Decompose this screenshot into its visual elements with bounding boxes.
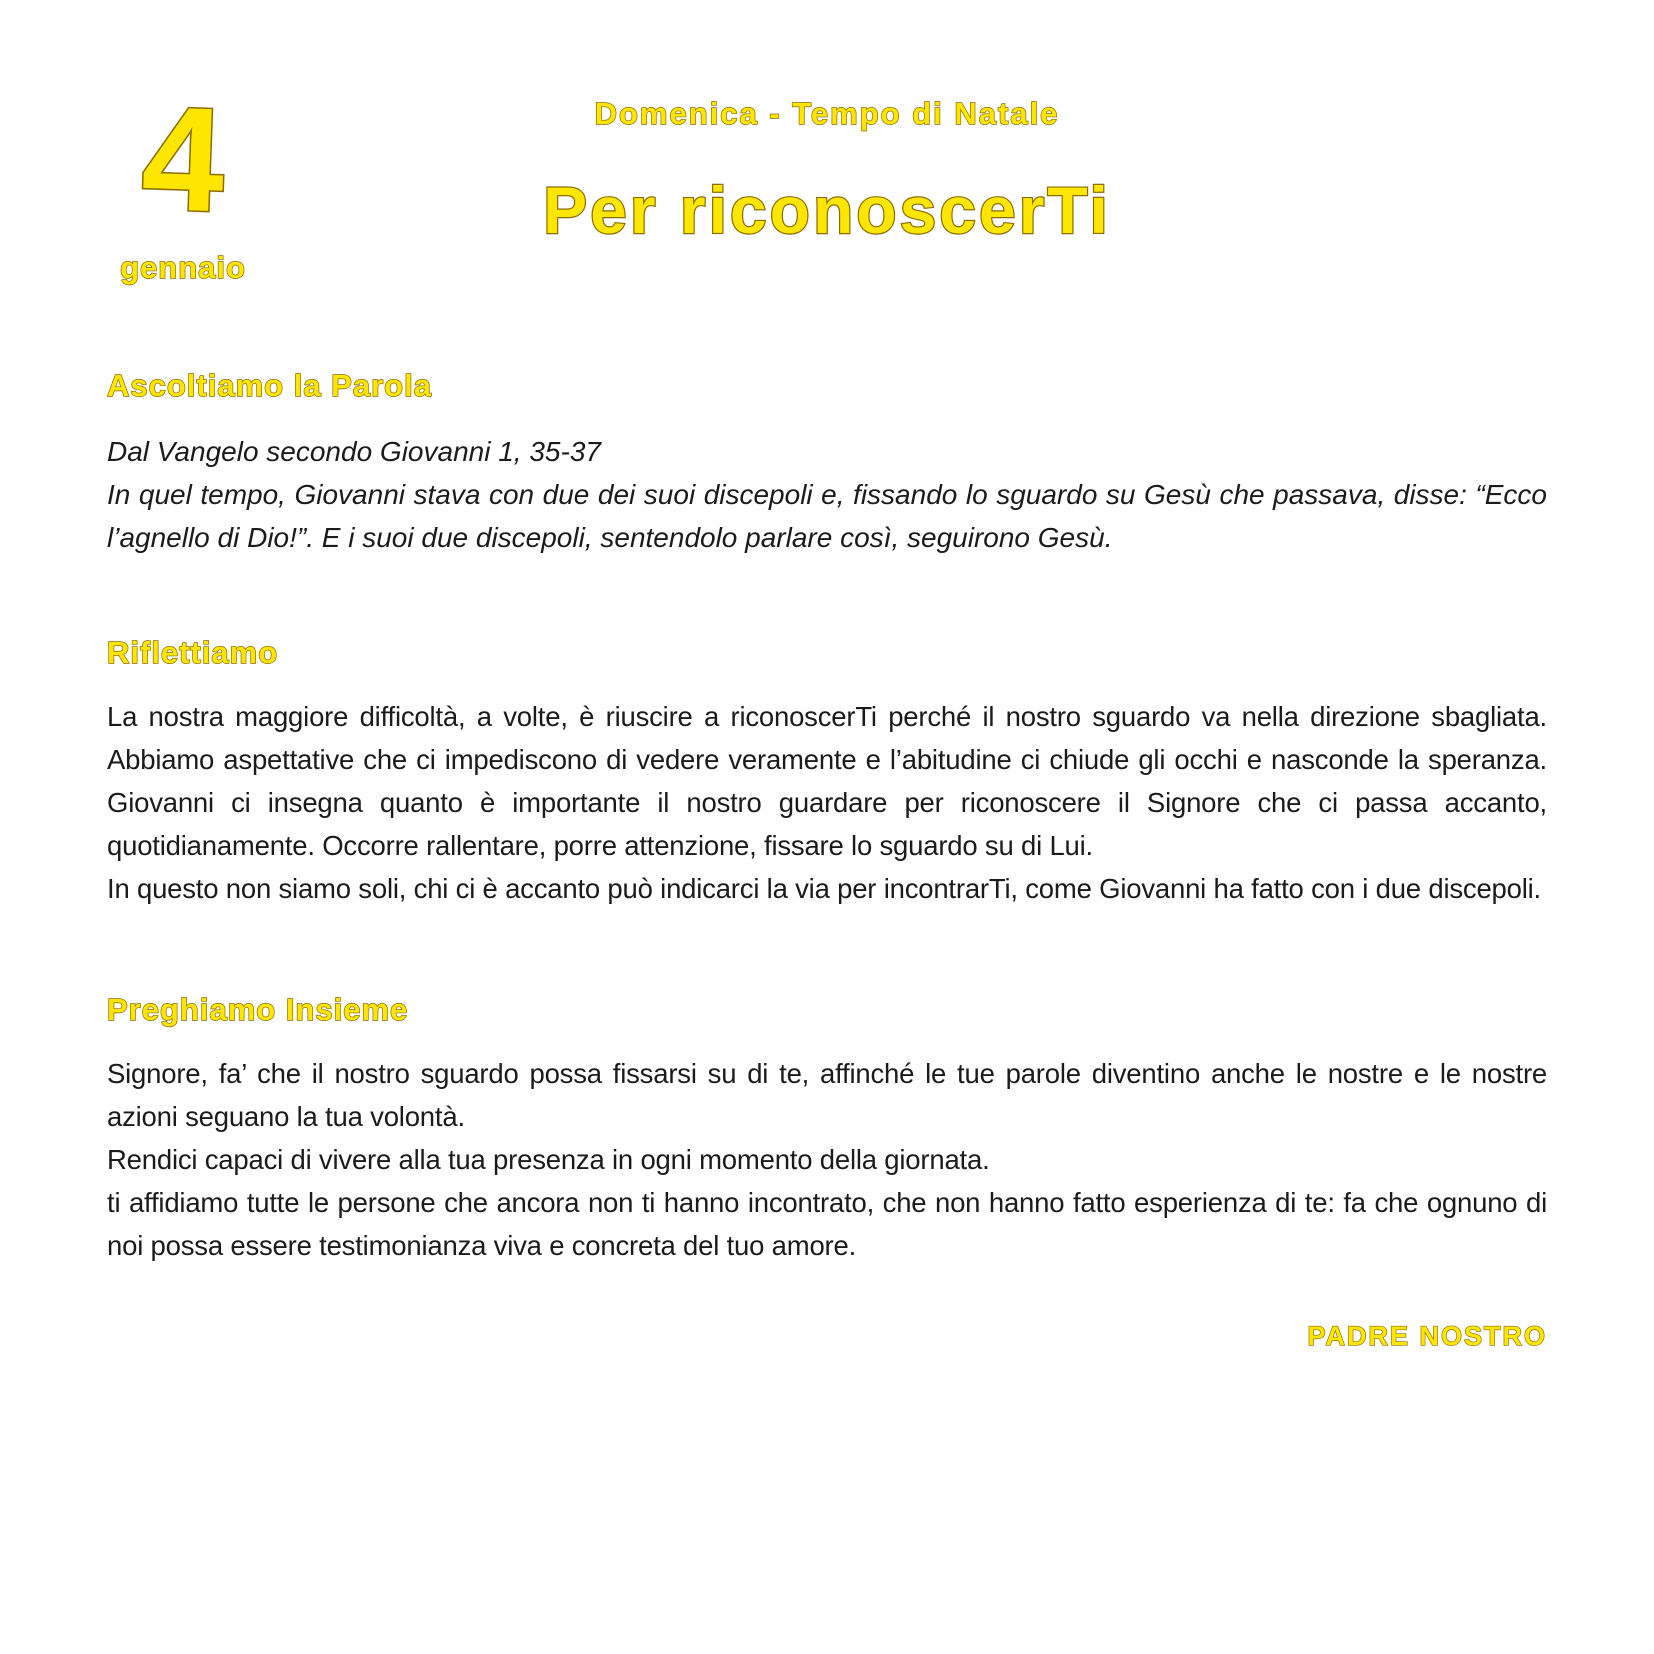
prayer-paragraph: Signore, fa’ che il nostro sguardo possa fissarsi su di te, affinché le tue parole diventino anche le nostre e le nostre azioni seguano la tua volontà. (107, 1058, 1547, 1132)
gospel-source-line: Dal Vangelo secondo Giovanni 1, 35-37 (107, 436, 601, 467)
day-number: 4 (139, 75, 228, 244)
reflection-paragraph: La nostra maggiore difficoltà, a volte, è riuscire a riconoscerTi perché il nostro sguardo va nella direzione sbagliata. Abbiamo aspettative che ci impediscono di vedere veramente e l’abitudine ci chiude gli occhi e nasconde la speranza. Giovanni ci insegna quanto è importante il nostro guardare per riconoscere il Signore che ci passa accanto, quotidianamente. Occorre rallentare, porre attenzione, fissare lo sguardo su di Lui. (107, 701, 1547, 861)
heading-preghiamo-insieme: Preghiamo Insieme (107, 992, 409, 1027)
gospel-text: In quel tempo, Giovanni stava con due dei suoi discepoli e, fissando lo sguardo su Gesù che passava, disse: “Ecco l’agnello di Dio!”. E i suoi due discepoli, sentendolo parlare così, seguirono Gesù. (107, 479, 1547, 553)
month-label: gennaio (120, 250, 246, 285)
reflection-paragraph: In questo non siamo soli, chi ci è accanto può indicarci la via per incontrarTi, come Giovanni ha fatto con i due discepoli. (107, 873, 1541, 904)
liturgical-kicker: Domenica - Tempo di Natale (594, 96, 1060, 131)
page-content (107, 368, 1547, 1352)
date-block (108, 75, 258, 286)
heading-riflettiamo: Riflettiamo (107, 635, 279, 670)
heading-ascoltiamo-la-parola: Ascoltiamo la Parola (107, 368, 432, 403)
page-title: Per riconoscerTi (543, 173, 1111, 247)
prayer-paragraph: ti affidiamo tutte le persone che ancora non ti hanno incontrato, che non hanno fatto esperienza di te: fa che ognuno di noi possa essere testimonianza viva e concreta del tuo amore. (107, 1187, 1547, 1261)
prayer-paragraph: Rendici capaci di vivere alla tua presenza in ogni momento della giornata. (107, 1144, 990, 1175)
padre-nostro-closing: PADRE NOSTRO (1307, 1321, 1547, 1351)
